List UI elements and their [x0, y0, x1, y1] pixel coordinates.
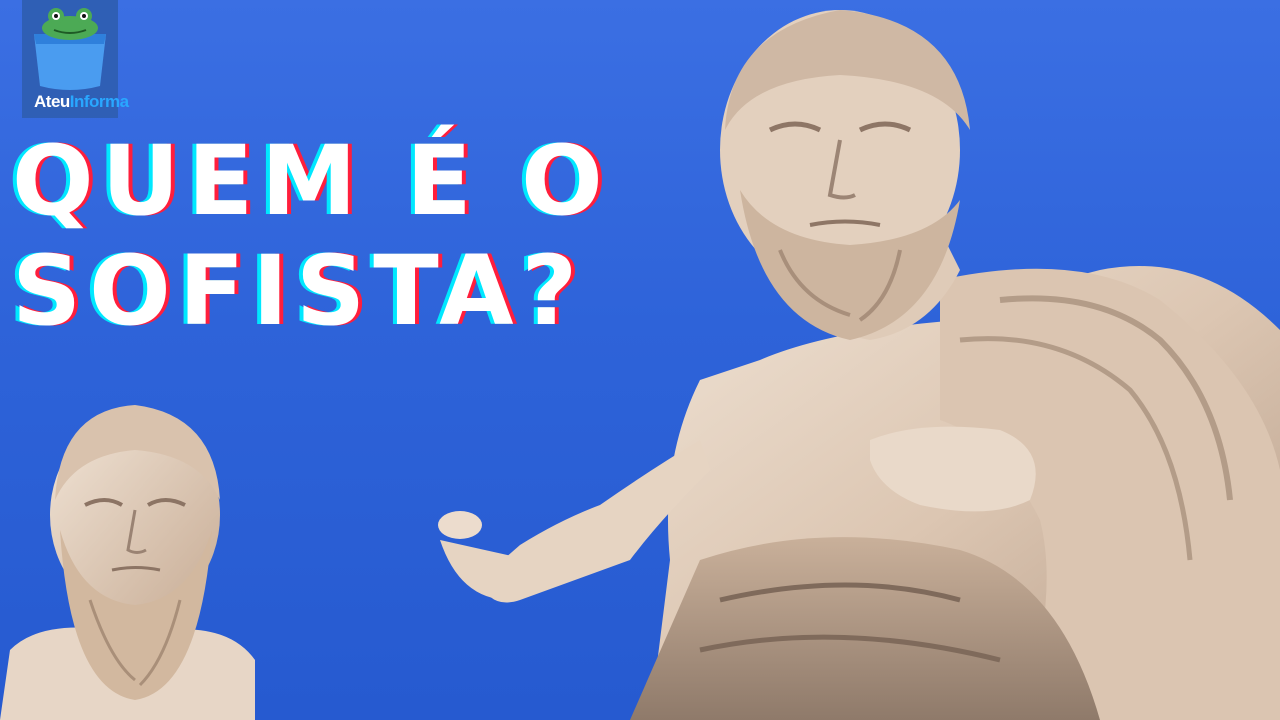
seated-philosopher-statue — [400, 0, 1280, 720]
bearded-philosopher-bust — [0, 400, 270, 720]
channel-logo — [22, 0, 129, 118]
headline-line-2: SOFISTA? — [12, 235, 586, 347]
logo-text: AteuInforma — [34, 92, 129, 111]
headline-line-1: QUEM É O — [12, 125, 611, 237]
